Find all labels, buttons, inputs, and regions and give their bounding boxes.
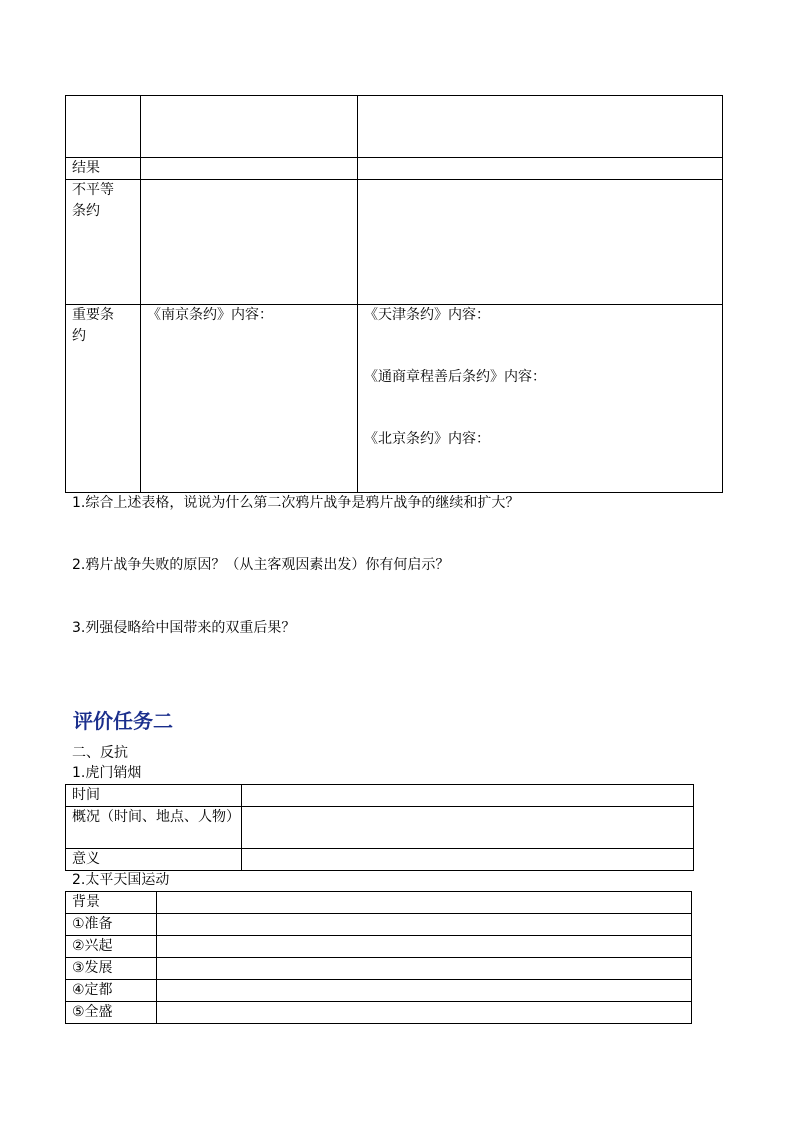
section-title: 评价任务二 [73,709,173,733]
table-row [66,807,694,849]
part1-title: 1.虎门销烟 [72,765,142,781]
cell[interactable] [157,1002,692,1024]
row-label: ①准备 [66,914,157,936]
row-label: 意义 [66,849,242,871]
cell[interactable] [141,158,358,180]
table-row [66,1002,692,1024]
question-3: 3.列强侵略给中国带来的双重后果？ [72,620,296,636]
table-row [66,180,723,305]
table-row [66,892,692,914]
table-row [66,305,723,493]
row-label-unequal-treaty: 不平等 条约 [66,180,141,305]
table-row [66,158,723,180]
cell[interactable] [358,180,723,305]
row-label: ⑤全盛 [66,1002,157,1024]
table-row [66,849,694,871]
humen-table [65,784,694,871]
war-comparison-table [65,95,723,493]
nanjing-treaty-label: 《南京条约》内容： [147,307,273,323]
cell[interactable] [141,96,358,158]
row-label: 概况（时间、地点、人物） [66,807,242,849]
row-label: ②兴起 [66,936,157,958]
row-label-important-treaty: 重要条 约 [66,305,141,493]
section-subtitle: 二、反抗 [72,745,128,761]
table-row [66,785,694,807]
table-row [66,936,692,958]
cell[interactable] [242,785,694,807]
row-label: ③发展 [66,958,157,980]
row-label: 背景 [66,892,157,914]
cell[interactable] [157,936,692,958]
taiping-table [65,891,692,1024]
question-2: 2.鸦片战争失败的原因？（从主客观因素出发）你有何启示？ [72,557,450,573]
row-label-result: 结果 [66,158,141,180]
row-label: ④定都 [66,980,157,1002]
row-label [66,96,141,158]
cell[interactable] [358,158,723,180]
cell[interactable] [157,914,692,936]
beijing-treaty-label: 《北京条约》内容： [364,431,490,447]
cell[interactable] [358,96,723,158]
table-row [66,958,692,980]
part2-title: 2.太平天国运动 [72,872,170,888]
treaties-cell[interactable] [358,305,723,493]
nanjing-treaty-cell[interactable] [141,305,358,493]
cell[interactable] [242,807,694,849]
cell[interactable] [242,849,694,871]
cell[interactable] [157,892,692,914]
table-row [66,96,723,158]
table-row [66,980,692,1002]
question-1: 1.综合上述表格，说说为什么第二次鸦片战争是鸦片战争的继续和扩大？ [72,495,520,511]
cell[interactable] [157,980,692,1002]
cell[interactable] [141,180,358,305]
cell[interactable] [157,958,692,980]
trade-regulation-treaty-label: 《通商章程善后条约》内容： [364,369,546,385]
table-row [66,914,692,936]
tianjin-treaty-label: 《天津条约》内容： [364,307,490,323]
row-label: 时间 [66,785,242,807]
